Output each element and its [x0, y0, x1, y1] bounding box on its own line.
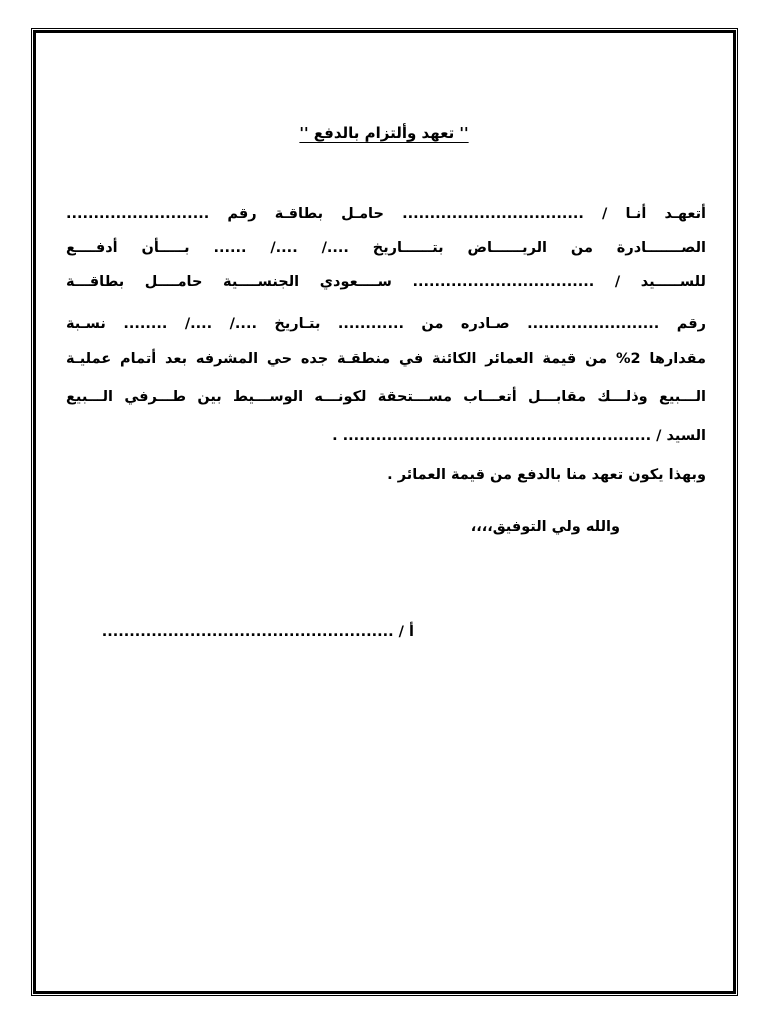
paragraph-line-4: رقم ........................ صـادره من ............ بتـاريخ ..../ ..../ ........ نسـبة — [66, 316, 706, 332]
document-title: '' تعهد وألتزام بالدفع '' — [299, 124, 469, 142]
paragraph-line-5: مقدارها 2% من قيمة العمائر الكائنة في منطقـة جده حي المشرفه بعد أتمام عمليـة — [66, 351, 707, 367]
paragraph-line-3: للســـــيد / ................................. ســــعودي الجنســــية حامــــل بطاقـــة — [66, 274, 706, 290]
paragraph-line-8: وبهذا يكون تعهد منا بالدفع من قيمة العمائر . — [387, 467, 706, 483]
paragraph-line-2: الصـــــــادرة من الريــــــاض بتــــــاريخ ..../ ..../ ...... بـــــأن أدفــــع — [66, 240, 706, 256]
paragraph-line-1: أتعهـد أنـا / ................................. حامـل بطاقـة رقم .......................... — [66, 206, 706, 222]
page-border — [33, 30, 736, 994]
paragraph-line-6: الـــبيع وذلـــك مقابـــل أتعـــاب مســـتحقة لكونـــه الوســـيط بين طـــرفي الـــبيع — [66, 389, 706, 405]
signature-line: أ / ..................................................... — [101, 624, 414, 640]
closing-phrase: والله ولي التوفيق،،،، — [470, 519, 620, 535]
paragraph-line-7: السيد / ........................................................ . — [332, 428, 706, 444]
